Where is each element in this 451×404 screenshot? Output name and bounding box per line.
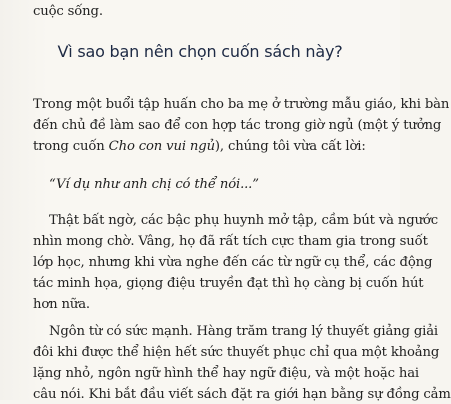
paragraph-line: hơn nữa.	[33, 297, 90, 312]
book-title-emphasis: Cho con vui ngủ	[108, 139, 215, 154]
paragraph-line: Thật bất ngờ, các bậc phụ huynh mở tập, cầm bút và ngước	[49, 213, 438, 228]
paragraph-line	[33, 138, 366, 156]
paragraph-line: nhìn mong chờ. Vâng, họ đã rất tích cực tham gia trong suốt	[33, 234, 428, 249]
paragraph-line: đôi khi được thể hiện hết sức thuyết phục chỉ qua một khoảng	[33, 345, 440, 360]
quote-line: “Ví dụ như anh chị có thể nói...”	[49, 177, 259, 192]
text-segment: ), chúng tôi vừa cất lời:	[214, 139, 366, 154]
text-segment: trong cuốn	[33, 139, 109, 154]
top-line-text: cuộc sống.	[33, 4, 103, 19]
paragraph-line: đến chủ đề làm sao để con hợp tác trong giờ ngủ (một ý tưởng	[33, 118, 442, 133]
paragraph-line: Trong một buổi tập huấn cho ba mẹ ở trường mẫu giáo, khi bàn	[33, 97, 450, 112]
paragraph-line: Ngôn từ có sức mạnh. Hàng trăm trang lý thuyết giảng giải	[49, 324, 438, 339]
paragraph-line: câu nói. Khi bắt đầu viết sách đặt ra giới hạn bằng sự đồng cảm	[33, 387, 451, 402]
section-heading: Vì sao bạn nên chọn cuốn sách này?	[57, 42, 343, 61]
paragraph-line: lớp học, nhưng khi vừa nghe đến các từ ngữ cụ thể, các động	[33, 255, 433, 270]
paragraph-line: lặng nhỏ, ngôn ngữ hình thể hay ngữ điệu, và một hoặc hai	[33, 366, 419, 381]
paragraph-line: tác minh họa, giọng điệu truyền đạt thì họ càng bị cuốn hút	[33, 276, 424, 291]
